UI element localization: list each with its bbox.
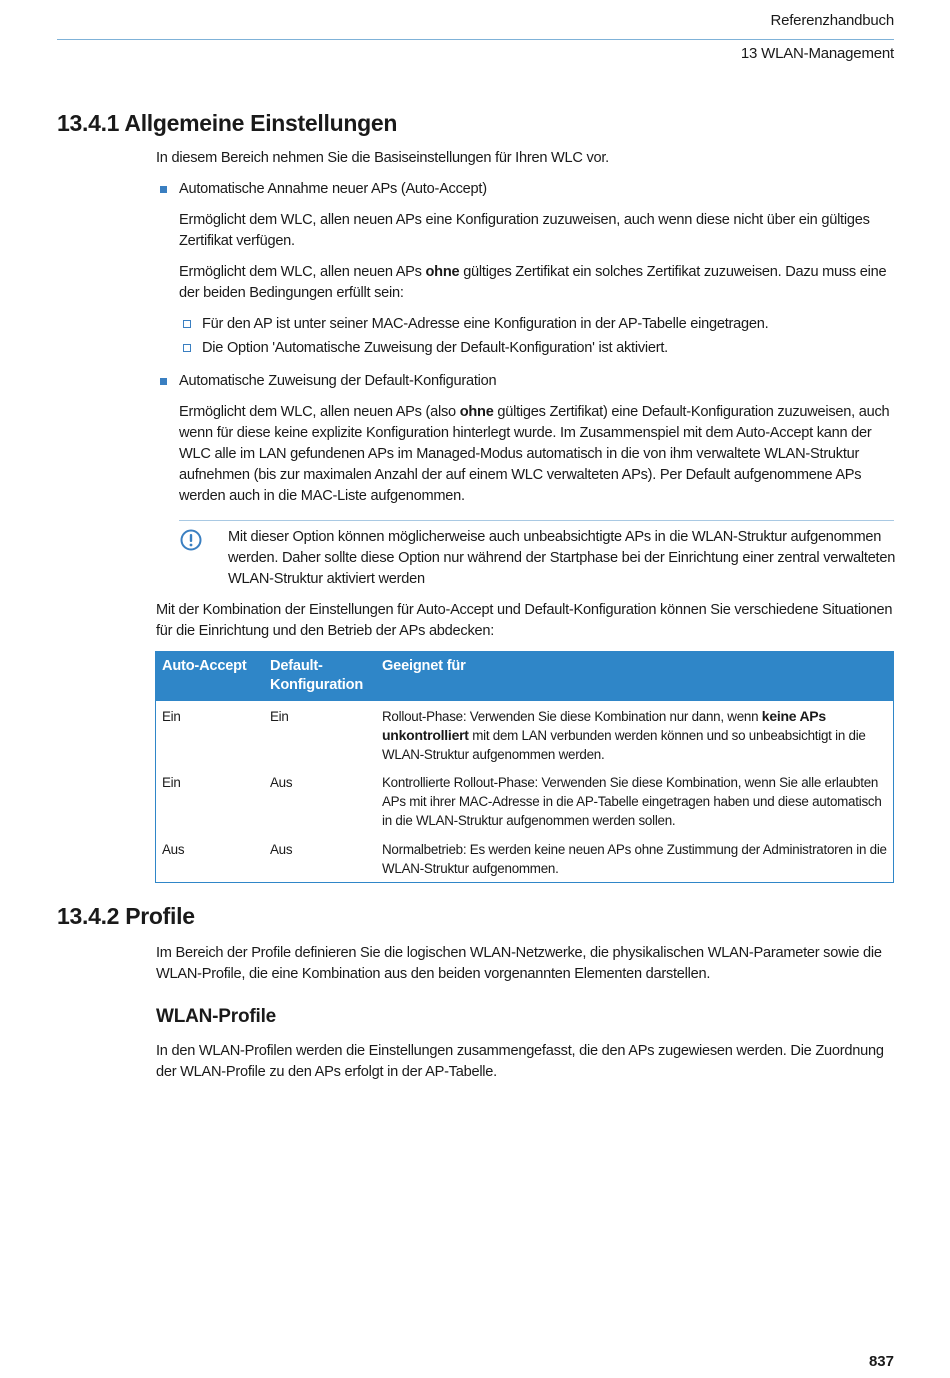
running-header-chapter: 13 WLAN-Management — [740, 45, 894, 62]
condition-item-1: Für den AP ist unter seiner MAC-Adresse eine Konfiguration in der AP-Tabelle eingetragen. — [202, 316, 769, 332]
open-square-bullet-icon — [183, 320, 191, 328]
section-intro: In diesem Bereich nehmen Sie die Basiseinstellungen für Ihren WLC vor. — [156, 150, 609, 166]
column-header-geeignet-fuer: Geeignet für — [382, 658, 466, 674]
table-cell: Ein — [162, 709, 181, 724]
square-bullet-icon — [160, 378, 167, 385]
table-cell: Aus — [270, 775, 293, 790]
table-cell: Ein — [162, 775, 181, 790]
note-rule — [179, 520, 894, 521]
bullet-item-auto-accept: Automatische Annahme neuer APs (Auto-Accept) — [179, 181, 487, 197]
section-heading-profile: 13.4.2 Profile — [57, 903, 195, 929]
open-square-bullet-icon — [183, 344, 191, 352]
exclamation-circle-icon — [180, 529, 202, 551]
table-cell: Rollout-Phase: Verwenden Sie diese Kombination nur dann, wenn keine APs unkontrolliert mit dem LAN verbunden werden können und so unbeabsichtigt in die WLAN-Struktur aufgenommen werden. — [382, 708, 866, 762]
header-rule — [57, 39, 894, 40]
profile-intro: Im Bereich der Profile definieren Sie die logischen WLAN-Netzwerke, die physikalischen WLAN-Parameter sowie die WLAN-Profile, die eine Kombination aus den beiden vorgenannten Elementen darstellen. — [156, 945, 882, 982]
square-bullet-icon — [160, 186, 167, 193]
bullet-item-default-config: Automatische Zuweisung der Default-Konfiguration — [179, 373, 497, 389]
section-heading-allgemeine-einstellungen: 13.4.1 Allgemeine Einstellungen — [57, 110, 398, 136]
condition-item-2: Die Option 'Automatische Zuweisung der Default-Konfiguration' ist aktiviert. — [202, 340, 668, 356]
subheading-wlan-profile: WLAN-Profile — [156, 1006, 277, 1027]
auto-accept-paragraph-2: Ermöglicht dem WLC, allen neuen APs ohne gültiges Zertifikat ein solches Zertifikat zuzuweisen. Dazu muss eine der beiden Bedingungen erfüllt sein: — [179, 264, 887, 301]
wlan-profile-intro: In den WLAN-Profilen werden die Einstellungen zusammengefasst, die den APs zugewiesen werden. Die Zuordnung der WLAN-Profile zu den APs erfolgt in der AP-Tabelle. — [156, 1043, 884, 1080]
table-header — [156, 651, 893, 701]
table-cell: Aus — [270, 842, 293, 857]
table-cell: Normalbetrieb: Es werden keine neuen APs ohne Zustimmung der Administratoren in die WLAN-Struktur aufgenommen. — [382, 842, 887, 876]
column-header-default-konfiguration: Default- Konfiguration — [270, 658, 364, 693]
default-config-paragraph: Ermöglicht dem WLC, allen neuen APs (also ohne gültiges Zertifikat) eine Default-Konfiguration zuzuweisen, auch wenn für diese keine explizite Konfiguration hinterlegt wurde. Im Zusammenspiel mit dem Auto-Accept kann der WLC alle im LAN gefundenen APs im Managed-Modus automatisch in die von ihm verwaltete WLAN-Struktur aufnehmen (bis zur maximalen Anzahl der auf einem WLC verwalteten APs). Per Default aufgenommene APs werden auch in die MAC-Liste aufgenommen. — [179, 404, 890, 504]
note-text: Mit dieser Option können möglicherweise auch unbeabsichtigte APs in die WLAN-Struktur aufgenommen werden. Daher sollte diese Option nur während der Startphase bei der Einrichtung einer zentral verwalteten WLAN-Struktur aktiviert werden — [228, 529, 896, 587]
column-header-auto-accept: Auto-Accept — [162, 658, 247, 674]
settings-combination-table — [155, 651, 894, 883]
table-cell: Ein — [270, 709, 289, 724]
auto-accept-paragraph-1: Ermöglicht dem WLC, allen neuen APs eine Konfiguration zuzuweisen, auch wenn diese nicht über ein gültiges Zertifikat verfügen. — [179, 212, 870, 249]
running-header-title: Referenzhandbuch — [770, 12, 894, 29]
page-number: 837 — [868, 1353, 894, 1370]
table-cell: Kontrollierte Rollout-Phase: Verwenden Sie diese Kombination, wenn Sie alle erlaubten APs mit ihrer MAC-Adresse in die AP-Tabelle eingetragen haben und diese automatisch in die WLAN-Struktur aufgenommen werden sollen. — [382, 775, 882, 828]
combination-intro: Mit der Kombination der Einstellungen für Auto-Accept und Default-Konfiguration können Sie verschiedene Situationen für die Einrichtung und den Betrieb der APs abdecken: — [156, 602, 893, 639]
table-cell: Aus — [162, 842, 185, 857]
